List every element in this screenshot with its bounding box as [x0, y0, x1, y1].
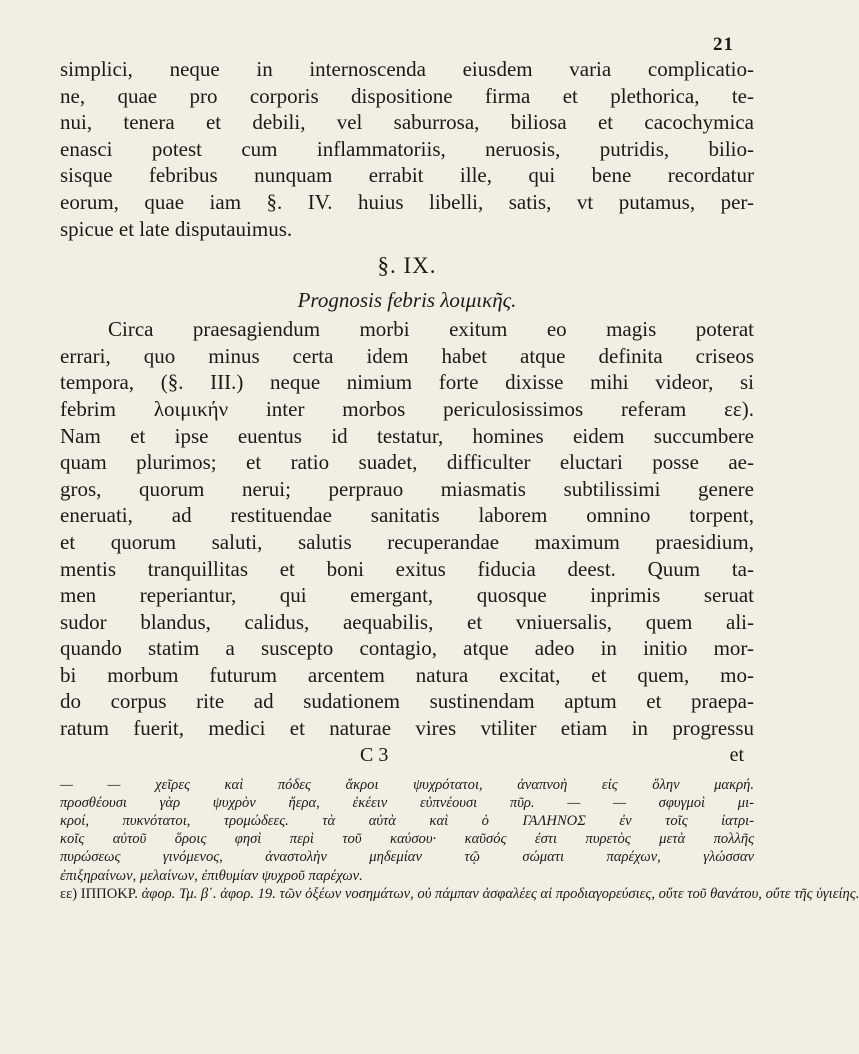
footnote-line: πυρώσεως γινόμενος, ἀναστολὴν μηδεμίαν τῷ σώματι παρέχων, γλώσσαν [60, 849, 754, 866]
footnote-line: ἐπιξηραίνων, μελαίνων, ἐπιθυμίαν ψυχροῦ παρέχων. [60, 867, 363, 884]
footnote-line: προσθέουσι γὰρ ψυχρὸν ἤερα, ἐκέειν εὐπνέουσι πῦρ. — — σφυγμοὶ μι- [60, 794, 754, 811]
text-line: mentis tranquillitas et boni exitus fiducia deest. Quum ta- [60, 556, 754, 581]
footnote-citation: ἀφορ. Τμ. β΄. ἀφορ. 19. τῶν ὀξέων νοσημάτων, οὐ πάμπαν ἀσφαλέες αἱ προδιαγορεύσιες, οὔτε τοῦ θανάτου, οὔτε τῆς ὑγιείης. [141, 885, 859, 902]
text-line: febrim λοιμικήν inter morbos periculosissimos referam εε). [60, 396, 754, 421]
text-line: quam plurimos; et ratio suadet, difficulter eluctari posse ae- [60, 450, 754, 475]
section-heading: §. IX. [377, 253, 437, 279]
text-line: ne, quae pro corporis dispositione firma et plethorica, te- [60, 83, 754, 108]
text-line: errari, quo minus certa idem habet atque definita criseos [60, 343, 754, 368]
text-line: Circa praesagiendum morbi exitum eo magis poterat [108, 317, 754, 342]
text-line: gros, quorum nerui; perprauo miasmatis subtilissimi genere [60, 476, 754, 501]
text-line: et quorum saluti, salutis recuperandae maximum praesidium, [60, 529, 754, 554]
text-line: simplici, neque in internoscenda eiusdem varia complicatio- [60, 57, 754, 81]
footnote-line: κροί, πυκνότατοι, τρομώδεες. τὰ αὐτὰ καὶ ὁ ΓΑΛΗΝΟΣ ἐν τοῖς ἰατρι- [60, 813, 754, 830]
footnote-marker: εε) ΙΠΠΟΚΡ. [60, 885, 138, 902]
page-number: 21 [713, 34, 734, 55]
text-line: eorum, quae iam §. IV. huius libelli, satis, vt putamus, per- [60, 189, 754, 214]
signature-row [60, 742, 754, 772]
text-line: quando statim a suscepto contagio, atque adeo in initio mor- [60, 636, 754, 661]
text-line: spicue et late disputauimus. [60, 216, 293, 241]
catchword: et [729, 743, 744, 766]
text-line: enasci potest cum inflammatoriis, neruosis, putridis, bilio- [60, 136, 754, 161]
text-line: tempora, (§. III.) neque nimium forte dixisse mihi videor, si [60, 370, 754, 395]
text-line: do corpus rite ad sudationem sustinendam aptum et praepa- [60, 689, 754, 714]
body-text [60, 56, 859, 903]
text-line: ratum fuerit, medici et naturae vires vtiliter etiam in progressu [60, 716, 754, 741]
footnotes [60, 776, 859, 903]
text-line: sisque febribus nunquam errabit ille, qui bene recordatur [60, 163, 754, 188]
text-line: nui, tenera et debili, vel saburrosa, biliosa et cacochymica [60, 110, 754, 135]
text-line: Nam et ipse euentus id testatur, homines eidem succumbere [60, 423, 754, 448]
footnote-line: — — χεῖρες καὶ πόδες ἄκροι ψυχρότατοι, ἀναπνοὴ εἰς ὅλην μακρή. [60, 776, 754, 793]
text-line: men reperiantur, qui emergant, quosque inprimis seruat [60, 583, 754, 608]
signature-mark: C 3 [360, 743, 389, 766]
footnote-reference [60, 885, 859, 903]
text-line: bi morbum futurum arcentem natura excitat, et quem, mo- [60, 662, 754, 687]
footnote-line: κοῖς αὐτοῦ ὅροις φησὶ περὶ τοῦ καύσου· καῦσός ἐστι πυρετὸς μετὰ πολλῆς [60, 831, 754, 848]
text-line: sudor blandus, calidus, aequabilis, et vniuersalis, quem ali- [60, 609, 754, 634]
text-line: eneruati, ad restituendae sanitatis laborem omnino torpent, [60, 503, 754, 528]
section-title: Prognosis febris λοιμικῆς. [297, 288, 517, 313]
